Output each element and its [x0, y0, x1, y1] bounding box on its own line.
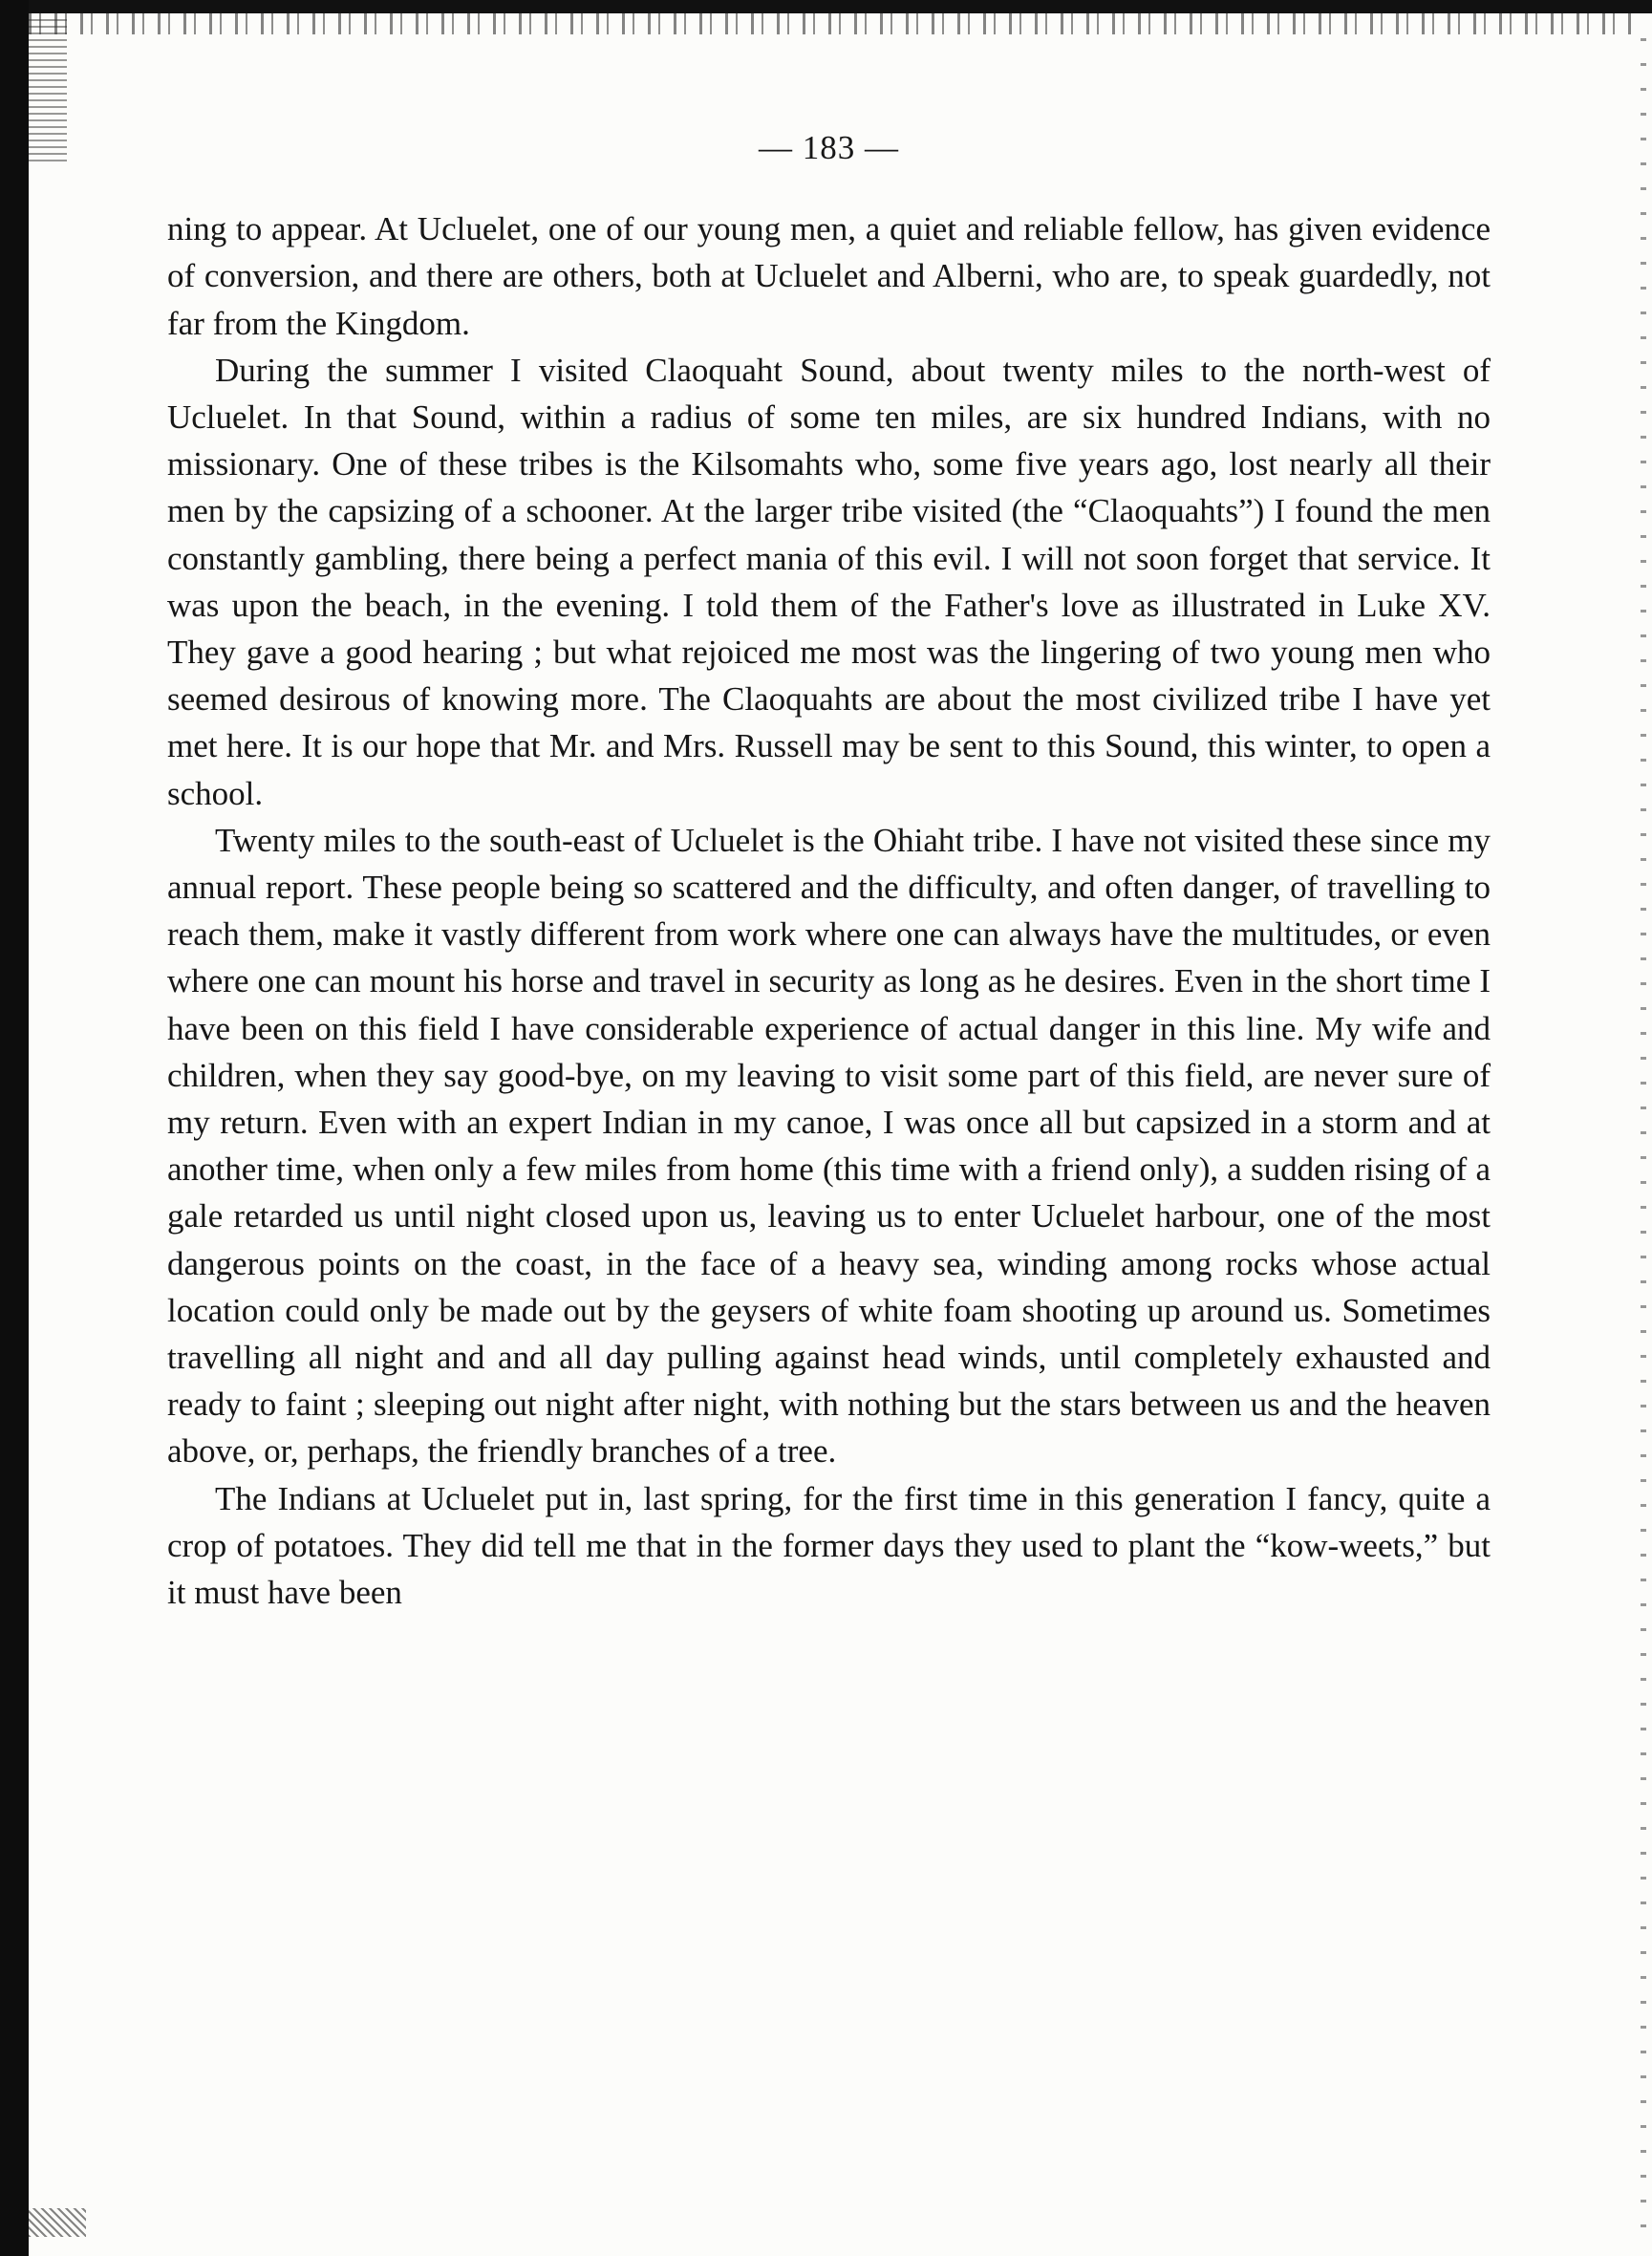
paragraph: The Indians at Ucluelet put in, last spring, for the first time in this generation I fancy, quite a crop of potatoes. They did tell me that in the former days they used to plant the “kow-weets,” but it must have been [167, 1479, 1491, 1612]
page-text [167, 124, 1491, 1616]
scan-top-border [0, 0, 1652, 13]
scan-top-noise [29, 13, 1634, 34]
paragraph: ning to appear. At Ucluelet, one of our young men, a quiet and reliable fellow, has given evidence of conversion, and there are others, both at Ucluelet and Alberni, who are, to speak guardedly, not far from the Kingdom. [167, 210, 1491, 342]
scan-left-noise [29, 19, 67, 162]
page-number: — 183 — [759, 129, 899, 166]
paragraph: During the summer I visited Claoquaht Sound, about twenty miles to the north-west of Ucluelet. In that Sound, within a radius of some ten miles, are six hundred Indians, with no missionary. One of these tribes is the Kilsomahts who, some five years ago, lost nearly all their men by the capsizing of a schooner. At the larger tribe visited (the “Claoquahts”) I found the men constantly gambling, there being a perfect mania of this evil. I will not soon forget that service. It was upon the beach, in the evening. I told them of the Father's love as illustrated in Luke XV. They gave a good hearing ; but what rejoiced me most was the lingering of two young men who seemed desirous of knowing more. The Claoquahts are about the most civilized tribe I have yet met here. It is our hope that Mr. and Mrs. Russell may be sent to this Sound, this winter, to open a school. [167, 351, 1491, 812]
scan-corner-noise [29, 2208, 86, 2237]
scan-left-border [0, 0, 29, 2256]
scan-right-noise [1641, 38, 1646, 2236]
paragraph: Twenty miles to the south-east of Ucluelet is the Ohiaht tribe. I have not visited these since my annual report. These people being so scattered and the difficulty, and often danger, of travelling to reach them, make it vastly different from work where one can always have the multitudes, or even where one can mount his horse and travel in security as long as he desires. Even in the short time I have been on this field I have considerable experience of actual danger in this line. My wife and children, when they say good-bye, on my leaving to visit some part of this field, are never sure of my return. Even with an expert Indian in my canoe, I was once all but capsized in a storm and at another time, when only a few miles from home (this time with a friend only), a sudden rising of a gale retarded us until night closed upon us, leaving us to enter Ucluelet harbour, one of the most dangerous points on the coast, in the face of a heavy sea, winding among rocks whose actual location could only be made out by the geysers of white foam shooting up around us. Sometimes travelling all night and and all day pulling against head winds, until completely exhausted and ready to faint ; sleeping out night after night, with nothing but the stars between us and the heaven above, or, perhaps, the friendly branches of a tree. [167, 821, 1491, 1471]
